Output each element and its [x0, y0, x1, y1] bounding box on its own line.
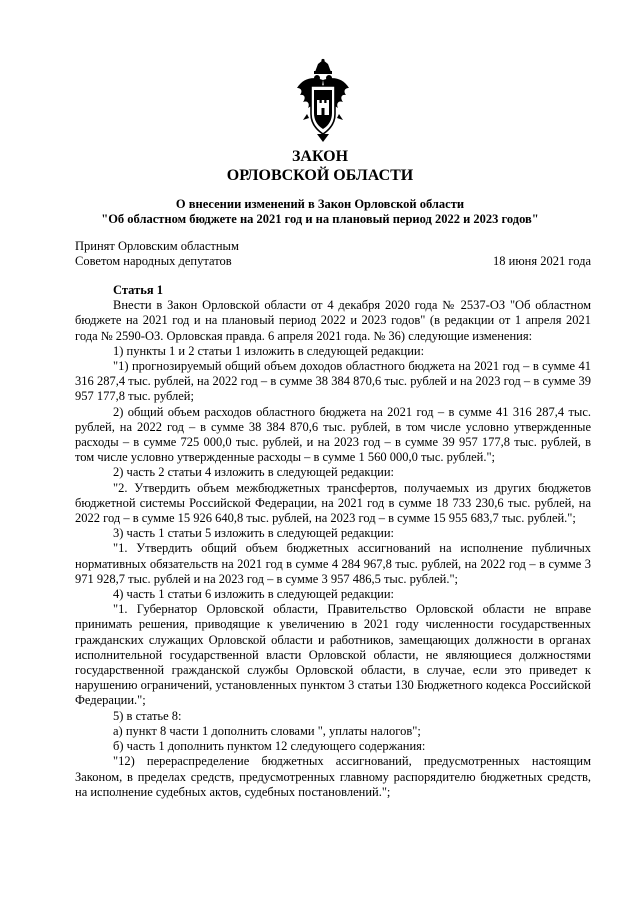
- article-paragraph: 5) в статье 8:: [113, 708, 182, 723]
- article-paragraph: "1) прогнозируемый общий объем доходов областного бюджета на 2021 год – в сумме 41 316 287,4 тыс. рублей, на 2022 год – в сумме 38 384 870,6 тыс. рублей и на 2023 год – в сумме 39 957 177,8 тыс. рублей;: [75, 359, 591, 404]
- adoption-line: Принят Орловским областным: [75, 239, 239, 253]
- adoption-date: 18 июня 2021 года: [493, 254, 591, 268]
- article-paragraph: 2) общий объем расходов областного бюджета на 2021 год – в сумме 41 316 287,4 тыс. рублей, на 2022 год – в сумме 38 384 870,6 тыс. рублей, в том числе условно утвержденные расходы – в сумме 725 000,0 тыс. рублей, и на 2023 год – в сумме 39 957 177,8 тыс. рублей, в том числе условно утвержденные расходы – в сумме 1 560 000,0 тыс. рублей.";: [75, 404, 591, 465]
- article-paragraph: а) пункт 8 части 1 дополнить словами ", уплаты налогов";: [113, 723, 421, 738]
- article-paragraph: "1. Утвердить общий объем бюджетных ассигнований на исполнение публичных нормативных обязательств на 2021 год в сумме 4 284 967,8 тыс. рублей, на 2022 год – в сумме 3 971 928,7 тыс. рублей и на 2023 год – в сумме 3 957 486,5 тыс. рублей.";: [75, 541, 591, 586]
- article-heading: Статья 1: [113, 283, 163, 297]
- region-title: ОРЛОВСКОЙ ОБЛАСТИ: [226, 167, 414, 184]
- law-title: ЗАКОН: [291, 148, 349, 165]
- adoption-block: [75, 239, 239, 269]
- article-paragraph: 3) часть 1 статьи 5 изложить в следующей редакции:: [113, 526, 395, 541]
- article-1: [75, 283, 591, 800]
- article-paragraph: "1. Губернатор Орловской области, Правительство Орловской области не вправе принимать решения, приводящие к увеличению в 2021 году численности государственных гражданских служащих Орловской области и работников, замещающих должности в органах исполнительной государственной власти Орловской области, не являющиеся должностями государственной гражданской службы Орловской области, в случае, если это приведет к нарушению ограничений, установленных пунктом 3 статьи 130 Бюджетного кодекса Российской Федерации.";: [75, 602, 591, 708]
- article-paragraph: Внести в Закон Орловской области от 4 декабря 2020 года № 2537-ОЗ "Об областном бюджете на 2021 год и на плановый период 2022 и 2023 годов" (в редакции от 1 апреля 2021 года № 2590-ОЗ. Орловская правда. 6 апреля 2021 года. № 36) следующие изменения:: [75, 298, 591, 343]
- article-paragraph: 2) часть 2 статьи 4 изложить в следующей редакции:: [113, 465, 395, 480]
- article-paragraph: б) часть 1 дополнить пунктом 12 следующего содержания:: [113, 739, 426, 754]
- coat-of-arms-icon: [293, 58, 353, 144]
- subtitle-line: О внесении изменений в Закон Орловской области: [175, 197, 465, 211]
- article-paragraph: 1) пункты 1 и 2 статьи 1 изложить в следующей редакции:: [113, 343, 425, 358]
- law-subtitle: [60, 197, 580, 227]
- article-paragraph: "12) перераспределение бюджетных ассигнований, предусмотренных настоящим Законом, в пределах средств, предусмотренных главному распорядителю бюджетных средств, на исполнение судебных актов, судебных постановлений.";: [75, 754, 591, 799]
- adoption-line: Советом народных депутатов: [75, 254, 232, 268]
- article-paragraph: "2. Утвердить объем межбюджетных трансфертов, получаемых из других бюджетов бюджетной системы Российской Федерации, на 2021 год в сумме 18 733 230,6 тыс. рублей, на 2022 год – в сумме 15 926 640,8 тыс. рублей, на 2023 год – в сумме 15 955 683,7 тыс. рублей.";: [75, 480, 591, 526]
- article-paragraph: 4) часть 1 статьи 6 изложить в следующей редакции:: [113, 587, 395, 602]
- subtitle-line: "Об областном бюджете на 2021 год и на плановый период 2022 и 2023 годов": [101, 212, 539, 226]
